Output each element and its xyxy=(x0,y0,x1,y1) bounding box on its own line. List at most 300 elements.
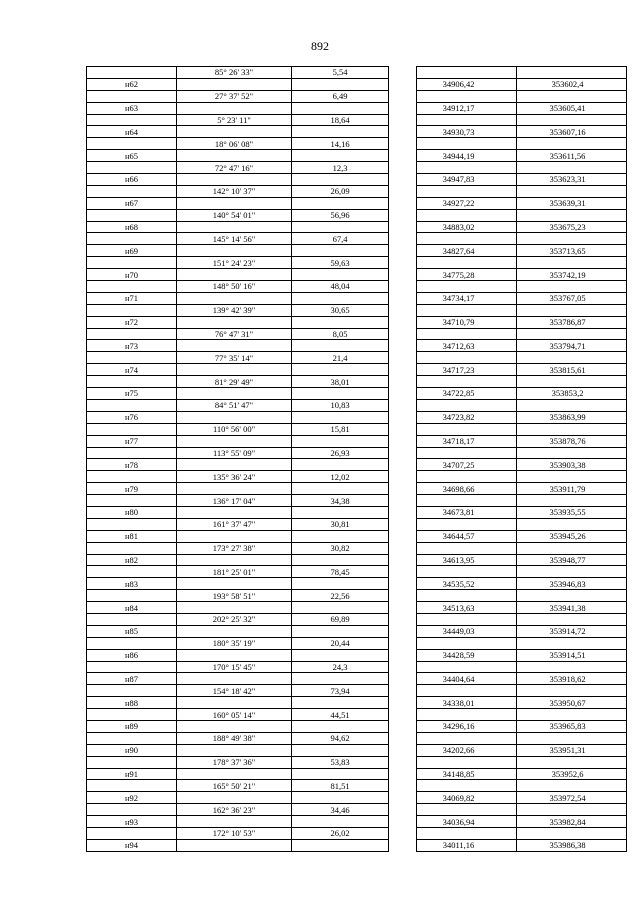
direction-angle-cell xyxy=(177,720,292,732)
y-cell xyxy=(517,67,627,79)
gap-cell xyxy=(389,709,417,721)
distance-cell: 22,56 xyxy=(292,590,389,602)
x-cell: 34927,22 xyxy=(417,197,517,209)
distance-cell xyxy=(292,102,389,114)
point-row xyxy=(87,839,627,851)
y-cell xyxy=(517,185,627,197)
x-cell xyxy=(417,637,517,649)
gap-cell xyxy=(389,673,417,685)
distance-cell xyxy=(292,340,389,352)
direction-angle-cell: 173° 27' 38" xyxy=(177,542,292,554)
x-cell xyxy=(417,518,517,530)
direction-angle-cell xyxy=(177,697,292,709)
y-cell xyxy=(517,756,627,768)
distance-cell: 20,44 xyxy=(292,637,389,649)
x-cell xyxy=(417,138,517,150)
direction-angle-cell: 202° 25' 32" xyxy=(177,613,292,625)
distance-cell: 67,4 xyxy=(292,233,389,245)
gap-cell xyxy=(389,697,417,709)
gap-cell xyxy=(389,138,417,150)
x-cell xyxy=(417,542,517,554)
x-cell: 34404,64 xyxy=(417,673,517,685)
y-cell xyxy=(517,328,627,340)
y-cell xyxy=(517,518,627,530)
x-cell: 34011,16 xyxy=(417,839,517,851)
gap-cell xyxy=(389,233,417,245)
x-cell: 34613,95 xyxy=(417,554,517,566)
direction-angle-cell: 188° 49' 38" xyxy=(177,732,292,744)
direction-angle-cell xyxy=(177,792,292,804)
segment-row xyxy=(87,828,627,840)
gap-cell xyxy=(389,649,417,661)
gap-cell xyxy=(389,839,417,851)
x-cell: 34906,42 xyxy=(417,78,517,90)
y-cell: 353982,84 xyxy=(517,816,627,828)
gap-cell xyxy=(389,720,417,732)
distance-cell xyxy=(292,530,389,542)
direction-angle-cell: 193° 58' 51" xyxy=(177,590,292,602)
direction-angle-cell: 5° 23' 11" xyxy=(177,114,292,126)
y-cell: 353951,31 xyxy=(517,744,627,756)
direction-angle-cell xyxy=(177,340,292,352)
direction-angle-cell: 172° 10' 53" xyxy=(177,828,292,840)
distance-cell xyxy=(292,197,389,209)
direction-angle-cell xyxy=(177,483,292,495)
x-cell: 34428,59 xyxy=(417,649,517,661)
direction-angle-cell: 178° 37' 36" xyxy=(177,756,292,768)
direction-angle-cell: 161° 37' 47" xyxy=(177,518,292,530)
point-cell: н70 xyxy=(87,269,177,281)
direction-angle-cell: 151° 24' 23" xyxy=(177,257,292,269)
distance-cell xyxy=(292,269,389,281)
x-cell xyxy=(417,661,517,673)
distance-cell xyxy=(292,649,389,661)
point-cell: н86 xyxy=(87,649,177,661)
y-cell: 353623,31 xyxy=(517,174,627,186)
gap-cell xyxy=(389,376,417,388)
point-row xyxy=(87,269,627,281)
distance-cell: 6,49 xyxy=(292,90,389,102)
x-cell xyxy=(417,257,517,269)
x-cell: 34775,28 xyxy=(417,269,517,281)
y-cell: 353815,61 xyxy=(517,364,627,376)
table-body xyxy=(87,67,627,852)
distance-cell xyxy=(292,625,389,637)
y-cell: 353914,72 xyxy=(517,625,627,637)
y-cell xyxy=(517,162,627,174)
gap-cell xyxy=(389,578,417,590)
y-cell: 353713,65 xyxy=(517,245,627,257)
gap-cell xyxy=(389,744,417,756)
direction-angle-cell: 154° 18' 42" xyxy=(177,685,292,697)
y-cell xyxy=(517,399,627,411)
direction-angle-cell xyxy=(177,174,292,186)
x-cell xyxy=(417,447,517,459)
point-cell: н84 xyxy=(87,602,177,614)
segment-row xyxy=(87,447,627,459)
direction-angle-cell: 135° 36' 24" xyxy=(177,471,292,483)
segment-row xyxy=(87,352,627,364)
y-cell xyxy=(517,685,627,697)
distance-cell: 73,94 xyxy=(292,685,389,697)
direction-angle-cell xyxy=(177,602,292,614)
gap-cell xyxy=(389,506,417,518)
page-number: 892 xyxy=(311,39,329,53)
y-cell: 353950,67 xyxy=(517,697,627,709)
distance-cell: 26,02 xyxy=(292,828,389,840)
distance-cell: 34,38 xyxy=(292,495,389,507)
point-cell xyxy=(87,756,177,768)
gap-cell xyxy=(389,304,417,316)
distance-cell xyxy=(292,245,389,257)
point-cell: н89 xyxy=(87,720,177,732)
direction-angle-cell xyxy=(177,245,292,257)
point-cell: н74 xyxy=(87,364,177,376)
point-cell xyxy=(87,828,177,840)
point-cell xyxy=(87,90,177,102)
point-row xyxy=(87,625,627,637)
segment-row xyxy=(87,399,627,411)
distance-cell: 24,3 xyxy=(292,661,389,673)
direction-angle-cell: 18° 06' 08" xyxy=(177,138,292,150)
segment-row xyxy=(87,804,627,816)
y-cell xyxy=(517,495,627,507)
point-cell xyxy=(87,281,177,293)
segment-row xyxy=(87,637,627,649)
point-row xyxy=(87,364,627,376)
point-row xyxy=(87,174,627,186)
direction-angle-cell xyxy=(177,197,292,209)
distance-cell: 78,45 xyxy=(292,566,389,578)
distance-cell: 10,83 xyxy=(292,399,389,411)
y-cell xyxy=(517,304,627,316)
segment-row xyxy=(87,613,627,625)
direction-angle-cell xyxy=(177,102,292,114)
point-cell: н64 xyxy=(87,126,177,138)
point-cell xyxy=(87,138,177,150)
point-cell xyxy=(87,447,177,459)
point-cell: н91 xyxy=(87,768,177,780)
point-cell: н82 xyxy=(87,554,177,566)
point-cell: н87 xyxy=(87,673,177,685)
point-cell xyxy=(87,661,177,673)
direction-angle-cell: 84° 51' 47" xyxy=(177,399,292,411)
distance-cell: 69,89 xyxy=(292,613,389,625)
point-row xyxy=(87,554,627,566)
gap-cell xyxy=(389,423,417,435)
point-cell: н83 xyxy=(87,578,177,590)
point-row xyxy=(87,602,627,614)
gap-cell xyxy=(389,67,417,79)
point-cell: н67 xyxy=(87,197,177,209)
segment-row xyxy=(87,566,627,578)
distance-cell xyxy=(292,411,389,423)
x-cell: 34449,03 xyxy=(417,625,517,637)
x-cell xyxy=(417,828,517,840)
direction-angle-cell: 76° 47' 31" xyxy=(177,328,292,340)
gap-cell xyxy=(389,281,417,293)
point-cell xyxy=(87,495,177,507)
x-cell: 34912,17 xyxy=(417,102,517,114)
gap-cell xyxy=(389,495,417,507)
gap-cell xyxy=(389,613,417,625)
direction-angle-cell xyxy=(177,126,292,138)
gap-cell xyxy=(389,269,417,281)
point-row xyxy=(87,102,627,114)
x-cell: 34698,66 xyxy=(417,483,517,495)
y-cell: 353607,16 xyxy=(517,126,627,138)
y-cell xyxy=(517,281,627,293)
segment-row xyxy=(87,423,627,435)
gap-cell xyxy=(389,388,417,400)
direction-angle-cell xyxy=(177,530,292,542)
x-cell xyxy=(417,233,517,245)
point-cell xyxy=(87,613,177,625)
y-cell xyxy=(517,209,627,221)
distance-cell xyxy=(292,316,389,328)
segment-row xyxy=(87,67,627,79)
x-cell: 34707,25 xyxy=(417,459,517,471)
point-row xyxy=(87,459,627,471)
x-cell: 34944,19 xyxy=(417,150,517,162)
gap-cell xyxy=(389,637,417,649)
gap-cell xyxy=(389,816,417,828)
gap-cell xyxy=(389,328,417,340)
point-cell: н71 xyxy=(87,292,177,304)
point-cell: н63 xyxy=(87,102,177,114)
direction-angle-cell: 181° 25' 01" xyxy=(177,566,292,578)
x-cell: 34883,02 xyxy=(417,221,517,233)
distance-cell: 26,09 xyxy=(292,185,389,197)
point-cell xyxy=(87,233,177,245)
distance-cell xyxy=(292,578,389,590)
x-cell: 34535,52 xyxy=(417,578,517,590)
direction-angle-cell xyxy=(177,578,292,590)
direction-angle-cell xyxy=(177,768,292,780)
y-cell: 353742,19 xyxy=(517,269,627,281)
y-cell: 353946,83 xyxy=(517,578,627,590)
y-cell: 353935,55 xyxy=(517,506,627,518)
gap-cell xyxy=(389,126,417,138)
point-cell: н80 xyxy=(87,506,177,518)
x-cell xyxy=(417,566,517,578)
direction-angle-cell: 110° 56' 00" xyxy=(177,423,292,435)
gap-cell xyxy=(389,209,417,221)
point-cell: н92 xyxy=(87,792,177,804)
direction-angle-cell: 165° 50' 21" xyxy=(177,780,292,792)
y-cell xyxy=(517,661,627,673)
gap-cell xyxy=(389,221,417,233)
point-cell xyxy=(87,780,177,792)
x-cell: 34202,66 xyxy=(417,744,517,756)
point-row xyxy=(87,816,627,828)
gap-cell xyxy=(389,780,417,792)
gap-cell xyxy=(389,602,417,614)
direction-angle-cell: 142° 10' 37" xyxy=(177,185,292,197)
segment-row xyxy=(87,328,627,340)
y-cell xyxy=(517,590,627,602)
direction-angle-cell: 140° 54' 01" xyxy=(177,209,292,221)
boundary-coordinates-table xyxy=(86,66,627,852)
y-cell: 353986,38 xyxy=(517,839,627,851)
x-cell xyxy=(417,756,517,768)
point-row xyxy=(87,530,627,542)
x-cell xyxy=(417,209,517,221)
gap-cell xyxy=(389,792,417,804)
direction-angle-cell xyxy=(177,388,292,400)
gap-cell xyxy=(389,447,417,459)
direction-angle-cell xyxy=(177,506,292,518)
gap-cell xyxy=(389,768,417,780)
y-cell xyxy=(517,352,627,364)
segment-row xyxy=(87,471,627,483)
y-cell xyxy=(517,732,627,744)
point-cell xyxy=(87,257,177,269)
direction-angle-cell xyxy=(177,625,292,637)
distance-cell xyxy=(292,768,389,780)
distance-cell: 48,04 xyxy=(292,281,389,293)
y-cell xyxy=(517,828,627,840)
point-row xyxy=(87,744,627,756)
gap-cell xyxy=(389,162,417,174)
x-cell xyxy=(417,114,517,126)
distance-cell xyxy=(292,816,389,828)
point-cell xyxy=(87,114,177,126)
direction-angle-cell: 148° 50' 16" xyxy=(177,281,292,293)
x-cell xyxy=(417,732,517,744)
distance-cell: 30,82 xyxy=(292,542,389,554)
point-cell: н85 xyxy=(87,625,177,637)
gap-cell xyxy=(389,518,417,530)
segment-row xyxy=(87,304,627,316)
y-cell: 353945,26 xyxy=(517,530,627,542)
point-row xyxy=(87,578,627,590)
x-cell: 34930,73 xyxy=(417,126,517,138)
distance-cell: 94,62 xyxy=(292,732,389,744)
y-cell xyxy=(517,637,627,649)
distance-cell xyxy=(292,364,389,376)
segment-row xyxy=(87,590,627,602)
point-cell xyxy=(87,590,177,602)
gap-cell xyxy=(389,245,417,257)
x-cell xyxy=(417,162,517,174)
point-cell xyxy=(87,209,177,221)
gap-cell xyxy=(389,471,417,483)
point-cell xyxy=(87,542,177,554)
distance-cell xyxy=(292,388,389,400)
y-cell xyxy=(517,804,627,816)
y-cell xyxy=(517,566,627,578)
x-cell: 34513,63 xyxy=(417,602,517,614)
point-cell: н68 xyxy=(87,221,177,233)
x-cell: 34710,79 xyxy=(417,316,517,328)
y-cell: 353639,31 xyxy=(517,197,627,209)
point-cell xyxy=(87,185,177,197)
point-cell xyxy=(87,162,177,174)
point-cell: н76 xyxy=(87,411,177,423)
gap-cell xyxy=(389,90,417,102)
point-cell xyxy=(87,304,177,316)
distance-cell: 81,51 xyxy=(292,780,389,792)
point-row xyxy=(87,411,627,423)
point-cell xyxy=(87,637,177,649)
direction-angle-cell: 160° 05' 14" xyxy=(177,709,292,721)
gap-cell xyxy=(389,685,417,697)
x-cell xyxy=(417,471,517,483)
x-cell: 34338,01 xyxy=(417,697,517,709)
x-cell: 34148,85 xyxy=(417,768,517,780)
gap-cell xyxy=(389,102,417,114)
point-cell xyxy=(87,471,177,483)
direction-angle-cell xyxy=(177,150,292,162)
y-cell: 353952,6 xyxy=(517,768,627,780)
gap-cell xyxy=(389,185,417,197)
y-cell: 353605,41 xyxy=(517,102,627,114)
x-cell xyxy=(417,352,517,364)
point-row xyxy=(87,483,627,495)
gap-cell xyxy=(389,352,417,364)
point-cell: н88 xyxy=(87,697,177,709)
x-cell: 34947,83 xyxy=(417,174,517,186)
point-row xyxy=(87,245,627,257)
x-cell xyxy=(417,495,517,507)
point-row xyxy=(87,649,627,661)
x-cell: 34722,85 xyxy=(417,388,517,400)
y-cell: 353786,87 xyxy=(517,316,627,328)
distance-cell: 44,51 xyxy=(292,709,389,721)
x-cell xyxy=(417,590,517,602)
y-cell: 353794,71 xyxy=(517,340,627,352)
x-cell xyxy=(417,328,517,340)
direction-angle-cell xyxy=(177,744,292,756)
y-cell: 353911,79 xyxy=(517,483,627,495)
point-row xyxy=(87,221,627,233)
x-cell xyxy=(417,423,517,435)
direction-angle-cell xyxy=(177,459,292,471)
y-cell: 353878,76 xyxy=(517,435,627,447)
y-cell xyxy=(517,542,627,554)
direction-angle-cell: 139° 42' 39" xyxy=(177,304,292,316)
distance-cell: 15,81 xyxy=(292,423,389,435)
point-cell xyxy=(87,732,177,744)
segment-row xyxy=(87,709,627,721)
x-cell xyxy=(417,804,517,816)
segment-row xyxy=(87,114,627,126)
point-cell xyxy=(87,566,177,578)
distance-cell xyxy=(292,744,389,756)
distance-cell: 56,96 xyxy=(292,209,389,221)
distance-cell: 30,81 xyxy=(292,518,389,530)
segment-row xyxy=(87,661,627,673)
point-row xyxy=(87,792,627,804)
x-cell: 34036,94 xyxy=(417,816,517,828)
segment-row xyxy=(87,518,627,530)
distance-cell xyxy=(292,554,389,566)
distance-cell: 12,02 xyxy=(292,471,389,483)
x-cell: 34069,82 xyxy=(417,792,517,804)
y-cell: 353611,56 xyxy=(517,150,627,162)
y-cell: 353767,05 xyxy=(517,292,627,304)
x-cell xyxy=(417,67,517,79)
segment-row xyxy=(87,376,627,388)
distance-cell xyxy=(292,792,389,804)
segment-row xyxy=(87,138,627,150)
segment-row xyxy=(87,756,627,768)
y-cell: 353972,54 xyxy=(517,792,627,804)
point-cell: н62 xyxy=(87,78,177,90)
point-cell: н77 xyxy=(87,435,177,447)
point-cell: н93 xyxy=(87,816,177,828)
